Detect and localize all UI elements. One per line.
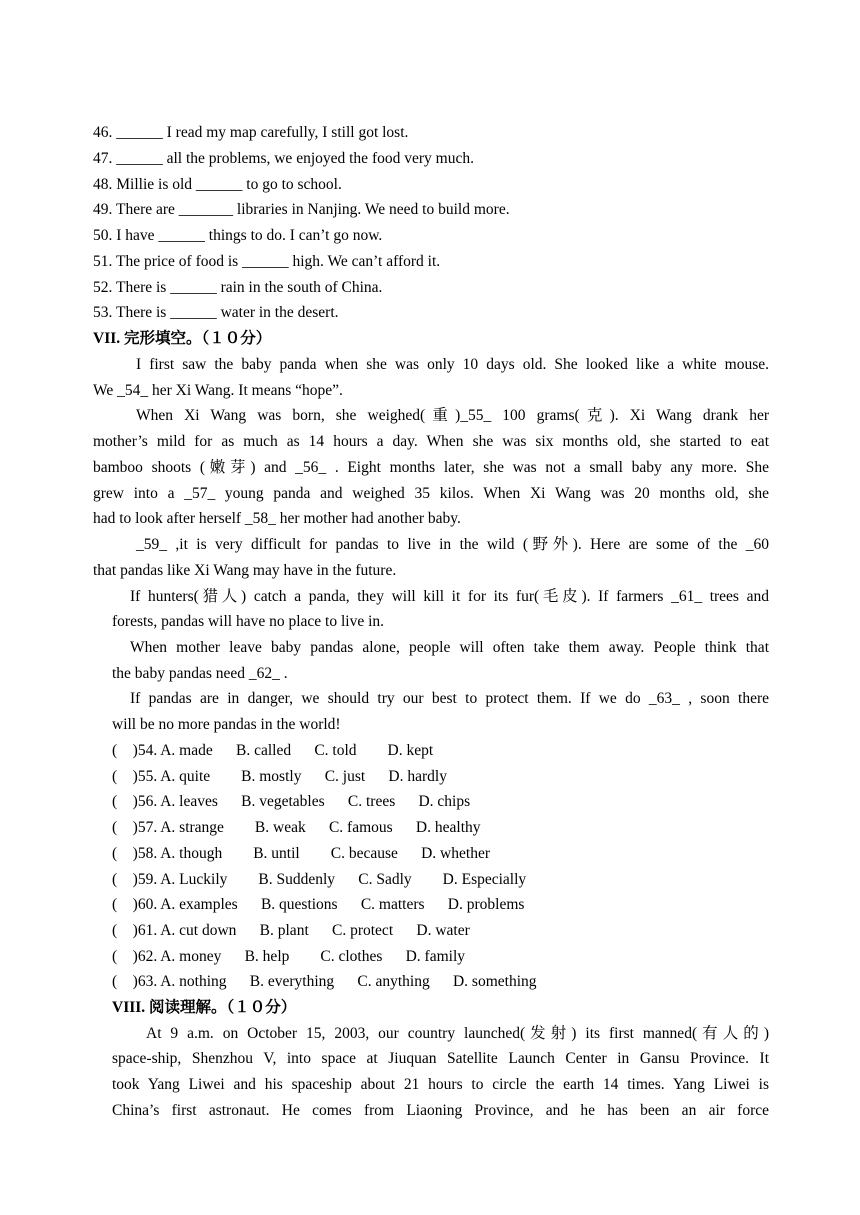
question-49: 49. There are _______ libraries in Nanjing. We need to build more.	[93, 201, 510, 218]
choice-60: ( )60. A. examples B. questions C. matters D. problems	[112, 896, 525, 913]
choice-63: ( )63. A. nothing B. everything C. anything D. something	[112, 973, 537, 990]
cloze-p3-line2: that pandas like Xi Wang may have in the future.	[93, 562, 397, 579]
cloze-p6-line1: If pandas are in danger, we should try our best to protect them. If we do _63_ , soon there	[130, 690, 769, 707]
cloze-p1-line1: I first saw the baby panda when she was only 10 days old. She looked like a white mouse.	[136, 356, 769, 373]
question-46: 46. ______ I read my map carefully, I still got lost.	[93, 124, 409, 141]
question-47: 47. ______ all the problems, we enjoyed the food very much.	[93, 150, 474, 167]
reading-p1-line2: space-ship, Shenzhou V, into space at Jiuquan Satellite Launch Center in Gansu Province. It	[112, 1050, 769, 1067]
cloze-p5-line2: the baby pandas need _62_ .	[112, 665, 288, 682]
question-52: 52. There is ______ rain in the south of China.	[93, 279, 383, 296]
cloze-p2-line2: mother’s mild for as much as 14 hours a day. When she was six months old, she started to eat	[93, 433, 769, 450]
cloze-p5-line1: When mother leave baby pandas alone, people will often take them away. People think that	[130, 639, 769, 656]
cloze-p6-line2: will be no more pandas in the world!	[112, 716, 341, 733]
reading-p1-line4: China’s first astronaut. He comes from Liaoning Province, and he has been an air force	[112, 1102, 769, 1119]
reading-p1-line1: At 9 a.m. on October 15, 2003, our country launched(发射) its first manned(有人的)	[146, 1025, 769, 1042]
cloze-p1-line2: We _54_ her Xi Wang. It means “hope”.	[93, 382, 343, 399]
question-50: 50. I have ______ things to do. I can’t go now.	[93, 227, 383, 244]
reading-p1-line3: took Yang Liwei and his spaceship about 21 hours to circle the earth 14 times. Yang Liwei is	[112, 1076, 769, 1093]
choice-55: ( )55. A. quite B. mostly C. just D. hardly	[112, 768, 447, 785]
question-51: 51. The price of food is ______ high. We can’t afford it.	[93, 253, 441, 270]
cloze-p4-line1: If hunters(猎人) catch a panda, they will kill it for its fur(毛皮). If farmers _61_ trees and	[130, 588, 769, 605]
choice-54: ( )54. A. made B. called C. told D. kept	[112, 742, 434, 759]
choice-57: ( )57. A. strange B. weak C. famous D. healthy	[112, 819, 481, 836]
choice-61: ( )61. A. cut down B. plant C. protect D. water	[112, 922, 470, 939]
question-53: 53. There is ______ water in the desert.	[93, 304, 339, 321]
choice-62: ( )62. A. money B. help C. clothes D. family	[112, 948, 466, 965]
cloze-p2-line4: grew into a _57_ young panda and weighed 35 kilos. When Xi Wang was 20 months old, she	[93, 485, 769, 502]
section-7-heading: VII. 完形填空。（１０分）	[93, 330, 272, 347]
cloze-p2-line1: When Xi Wang was born, she weighed(重)_55_ 100 grams(克). Xi Wang drank her	[136, 407, 769, 424]
choice-58: ( )58. A. though B. until C. because D. whether	[112, 845, 490, 862]
cloze-p4-line2: forests, pandas will have no place to live in.	[112, 613, 385, 630]
choice-56: ( )56. A. leaves B. vegetables C. trees D. chips	[112, 793, 471, 810]
choice-59: ( )59. A. Luckily B. Suddenly C. Sadly D. Especially	[112, 871, 527, 888]
section-8-heading: VIII. 阅读理解。（１０分）	[112, 999, 297, 1016]
cloze-p2-line3: bamboo shoots (嫩芽) and _56_ . Eight months later, she was not a small baby any more. She	[93, 459, 769, 476]
question-48: 48. Millie is old ______ to go to school.	[93, 176, 342, 193]
cloze-p3-line1: _59_ ,it is very difficult for pandas to live in the wild (野外). Here are some of the _60	[136, 536, 769, 553]
cloze-p2-line5: had to look after herself _58_ her mother had another baby.	[93, 510, 461, 527]
